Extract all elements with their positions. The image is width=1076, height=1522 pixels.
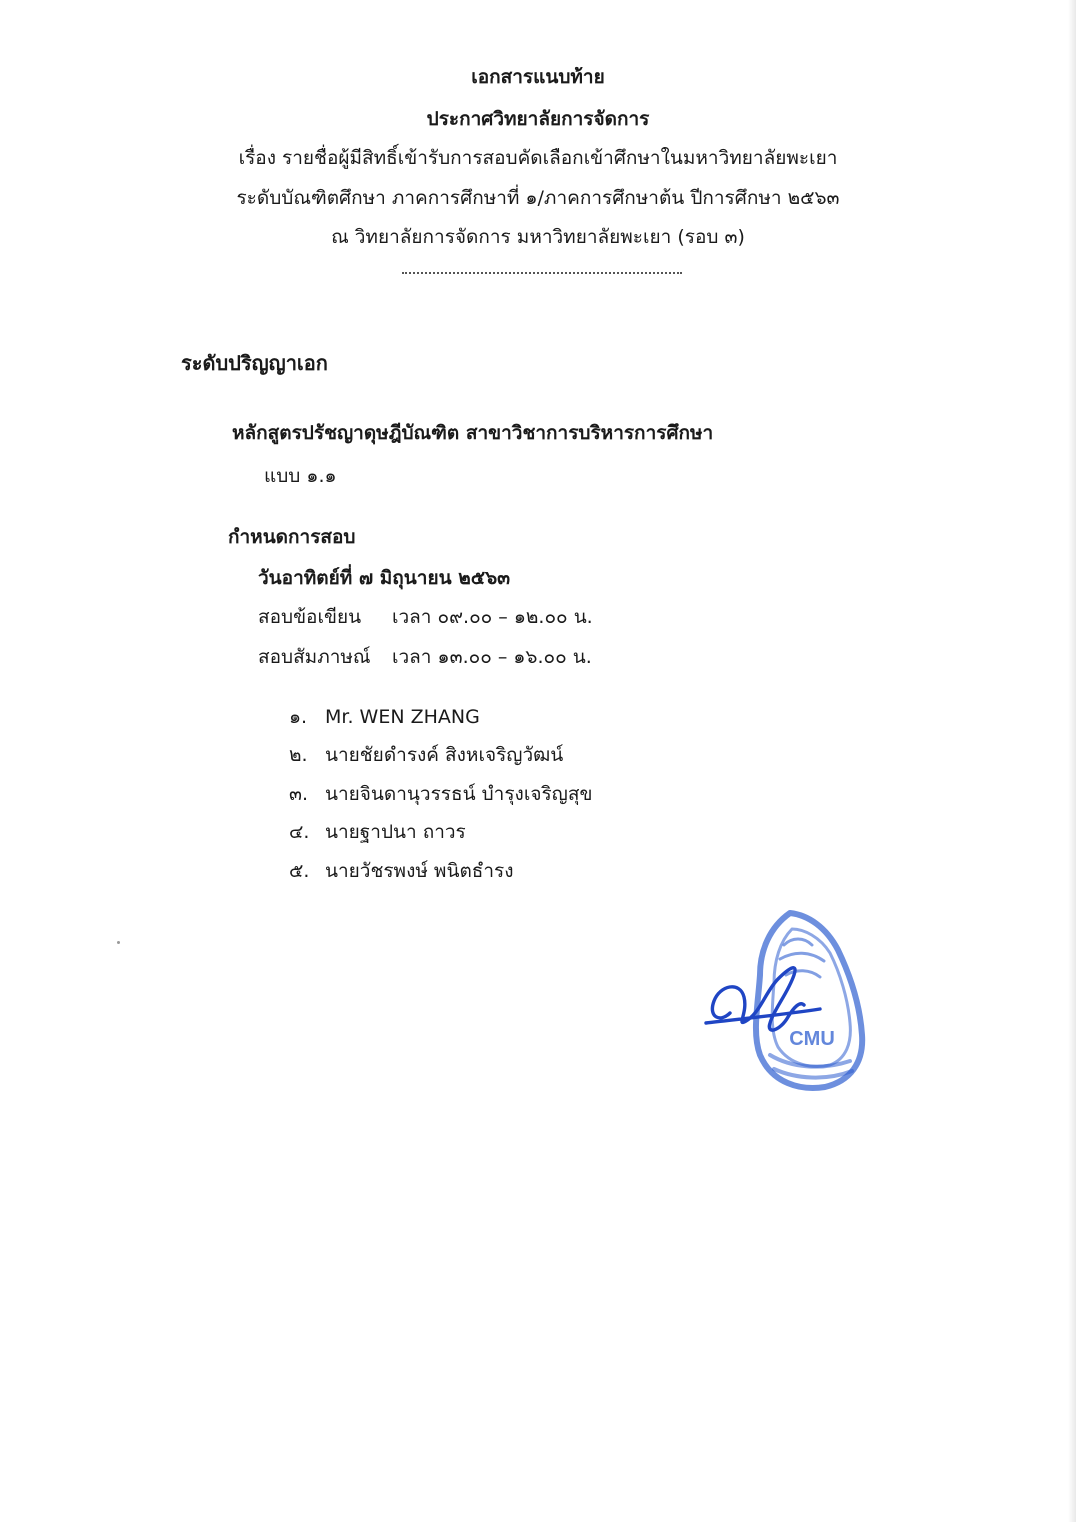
- list-item: [289, 823, 466, 842]
- list-item: [289, 746, 563, 765]
- candidate-name: นายวัชรพงษ์ พนิตธำรง: [325, 860, 514, 882]
- program-name: หลักสูตรปรัชญาดุษฎีบัณฑิต สาขาวิชาการบริหารการศึกษา: [232, 422, 714, 444]
- exam-schedule-heading: กำหนดการสอบ: [228, 526, 356, 548]
- candidate-name: Mr. WEN ZHANG: [325, 706, 480, 728]
- program-plan: แบบ ๑.๑: [264, 465, 337, 487]
- candidate-number: ๑.: [289, 706, 308, 728]
- list-item: [289, 708, 480, 727]
- dotted-separator: [402, 272, 682, 274]
- header-title: เอกสารแนบท้าย: [471, 66, 605, 88]
- written-exam-row: [258, 608, 593, 627]
- candidate-number: ๕.: [289, 860, 310, 882]
- candidate-number: ๓.: [289, 783, 309, 805]
- interview-exam-time: เวลา ๑๓.๐๐ – ๑๖.๐๐ น.: [392, 646, 592, 668]
- svg-text:CMU: CMU: [789, 1028, 835, 1050]
- interview-exam-label: สอบสัมภาษณ์: [258, 646, 371, 668]
- scan-speck: [117, 941, 120, 944]
- header-level-term: ระดับบัณฑิตศึกษา ภาคการศึกษาที่ ๑/ภาคการศึกษาต้น ปีการศึกษา ๒๕๖๓: [236, 187, 840, 209]
- candidate-name: นายฐาปนา ถาวร: [325, 821, 466, 843]
- candidate-number: ๒.: [289, 744, 308, 766]
- list-item: [289, 862, 514, 881]
- header-location: ณ วิทยาลัยการจัดการ มหาวิทยาลัยพะเยา (รอบ ๓): [331, 226, 745, 248]
- candidate-number: ๔.: [289, 821, 310, 843]
- degree-level-heading: ระดับปริญญาเอก: [181, 351, 328, 375]
- candidate-name: นายชัยดำรงค์ สิงหเจริญวัฒน์: [325, 744, 564, 766]
- interview-exam-row: [258, 648, 592, 667]
- candidate-name: นายจินดานุวรรธน์ บำรุงเจริญสุข: [325, 783, 593, 805]
- written-exam-label: สอบข้อเขียน: [258, 606, 362, 628]
- header-subject: เรื่อง รายชื่อผู้มีสิทธิ์เข้ารับการสอบคัดเลือกเข้าศึกษาในมหาวิทยาลัยพะเยา: [238, 147, 838, 169]
- official-seal-and-signature: [700, 905, 875, 1100]
- exam-date: วันอาทิตย์ที่ ๗ มิถุนายน ๒๕๖๓: [258, 567, 511, 589]
- seal-icon: [700, 905, 875, 1100]
- header-issuer: ประกาศวิทยาลัยการจัดการ: [426, 108, 650, 130]
- list-item: [289, 785, 592, 804]
- written-exam-time: เวลา ๐๙.๐๐ – ๑๒.๐๐ น.: [392, 606, 593, 628]
